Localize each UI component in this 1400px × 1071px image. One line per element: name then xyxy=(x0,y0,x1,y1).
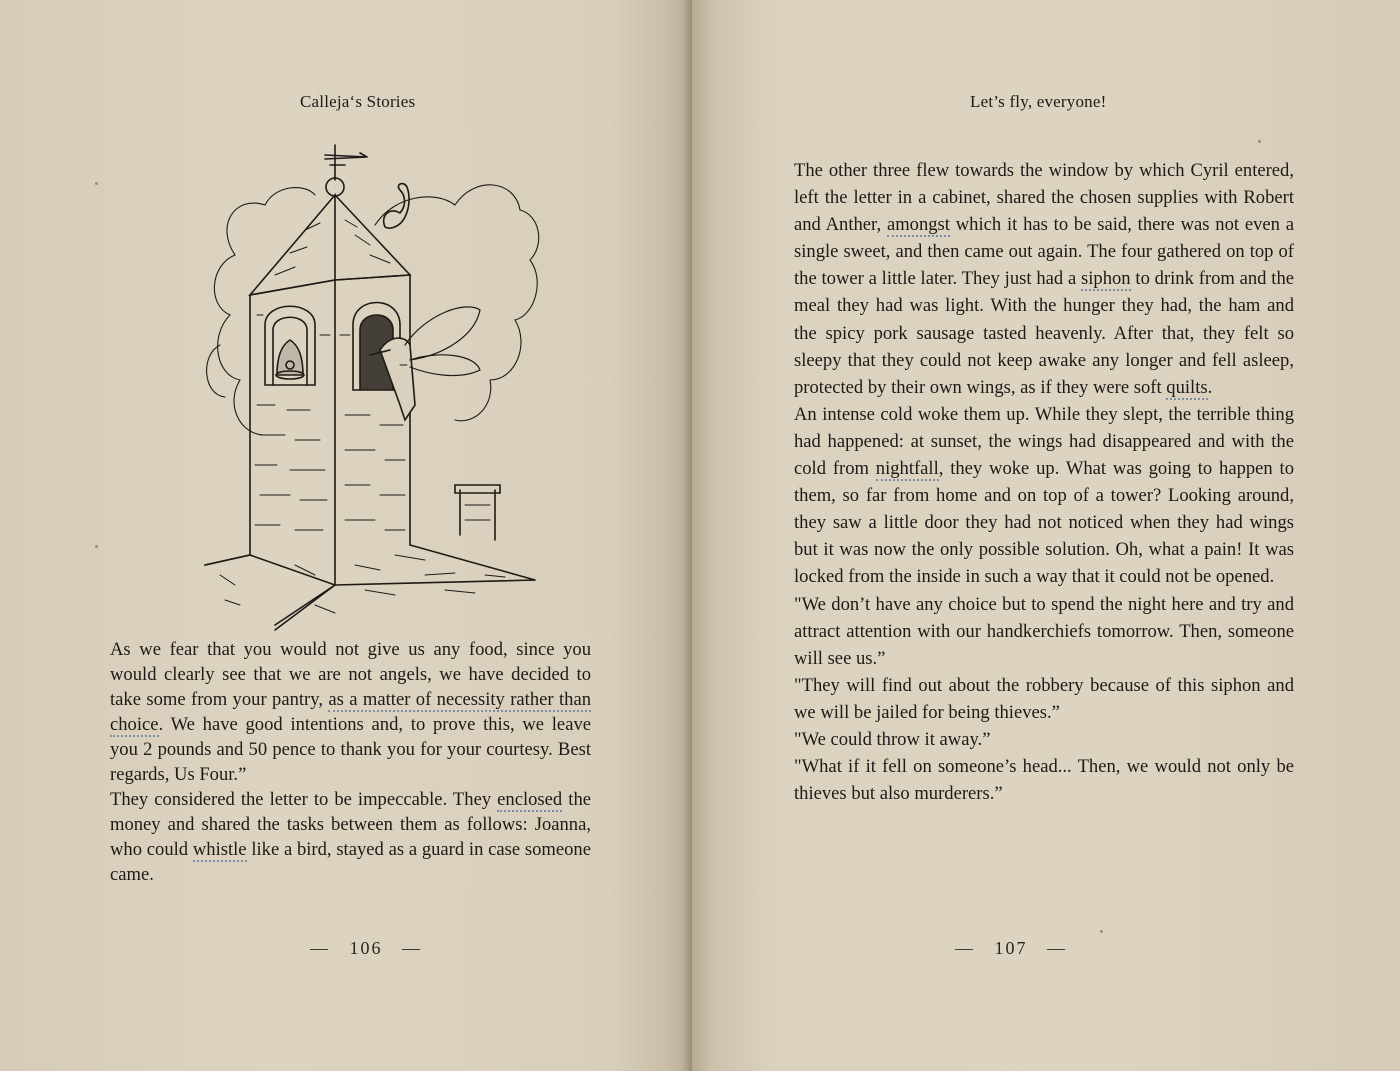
paper-speck xyxy=(1258,140,1261,143)
letter-paragraph: As we fear that you would not give us any food, since you would clearly see that we are not angels, we have decided to take some from your pantry, as a matter of necessity rather than choice. We have good intentions and, to prove this, we leave you 2 pounds and 50 pence to thank you for your courtesy. Best regards, Us Four.” xyxy=(110,639,591,785)
narrative-paragraph: They considered the letter to be impeccable. They enclosed the money and shared the tasks between them as follows: Joanna, who could whistle like a bird, stayed as a guard in case someone came. xyxy=(110,789,591,885)
paper-speck xyxy=(95,545,98,548)
dialogue-line: "They will find out about the robbery because of this siphon and we will be jailed for being thieves.” xyxy=(794,674,1294,723)
paper-speck xyxy=(1100,930,1103,933)
right-page xyxy=(692,0,1400,1071)
dialogue-line: "What if it fell on someone’s head... Then, we would not only be thieves but also murderers.” xyxy=(794,756,1294,805)
glossary-term[interactable]: quilts xyxy=(1166,376,1208,398)
dialogue-line: "We don’t have any choice but to spend the night here and try and attract attention with our handkerchiefs tomorrow. Then, someone will see us.” xyxy=(794,593,1294,669)
dialogue-line: "We could throw it away.” xyxy=(794,728,991,750)
paper-speck xyxy=(95,182,98,185)
narrative-paragraph: An intense cold woke them up. While they slept, the terrible thing had happened: at sunset, the wings had disappeared and with the cold from nightfall, they woke up. What was going to happen to them, so far from home and on top of a tower? Looking around, they saw a little door they had not noticed when they had wings but it was now the only possible solution. Oh, what a pain! It was locked from the inside in such a way that it could not be opened. xyxy=(794,403,1294,588)
glossary-term[interactable]: as a matter of necessity rather than choice xyxy=(110,689,591,735)
glossary-term[interactable]: amongst xyxy=(886,214,950,236)
left-body-text xyxy=(110,637,591,887)
bell-tower-illustration xyxy=(195,135,545,635)
narrative-paragraph: The other three flew towards the window by which Cyril entered, left the letter in a cabinet, shared the chosen supplies with Robert and Anther, amongst which it has to be said, there was not even a single sweet, and then came out again. The four gathered on top of the tower a little later. They just had a siphon to drink from and the meal they had was light. With the hunger they had, the ham and the spicy pork sausage tasted heavenly. After that, they felt so sleepy that they could not keep awake any longer and fell asleep, protected by their own wings, as if they were soft quilts. xyxy=(794,160,1294,398)
left-running-head: Calleja‘s Stories xyxy=(300,92,416,111)
left-page xyxy=(0,0,692,1071)
right-page-number: — 107 — xyxy=(955,938,1067,958)
glossary-term[interactable]: enclosed xyxy=(497,789,563,810)
glossary-term[interactable]: siphon xyxy=(1081,268,1131,290)
glossary-term[interactable]: whistle xyxy=(192,839,247,860)
glossary-term[interactable]: nightfall xyxy=(875,458,939,480)
left-page-number: — 106 — xyxy=(310,938,422,958)
right-running-head: Let’s fly, everyone! xyxy=(970,92,1107,111)
right-body-text xyxy=(794,157,1294,807)
